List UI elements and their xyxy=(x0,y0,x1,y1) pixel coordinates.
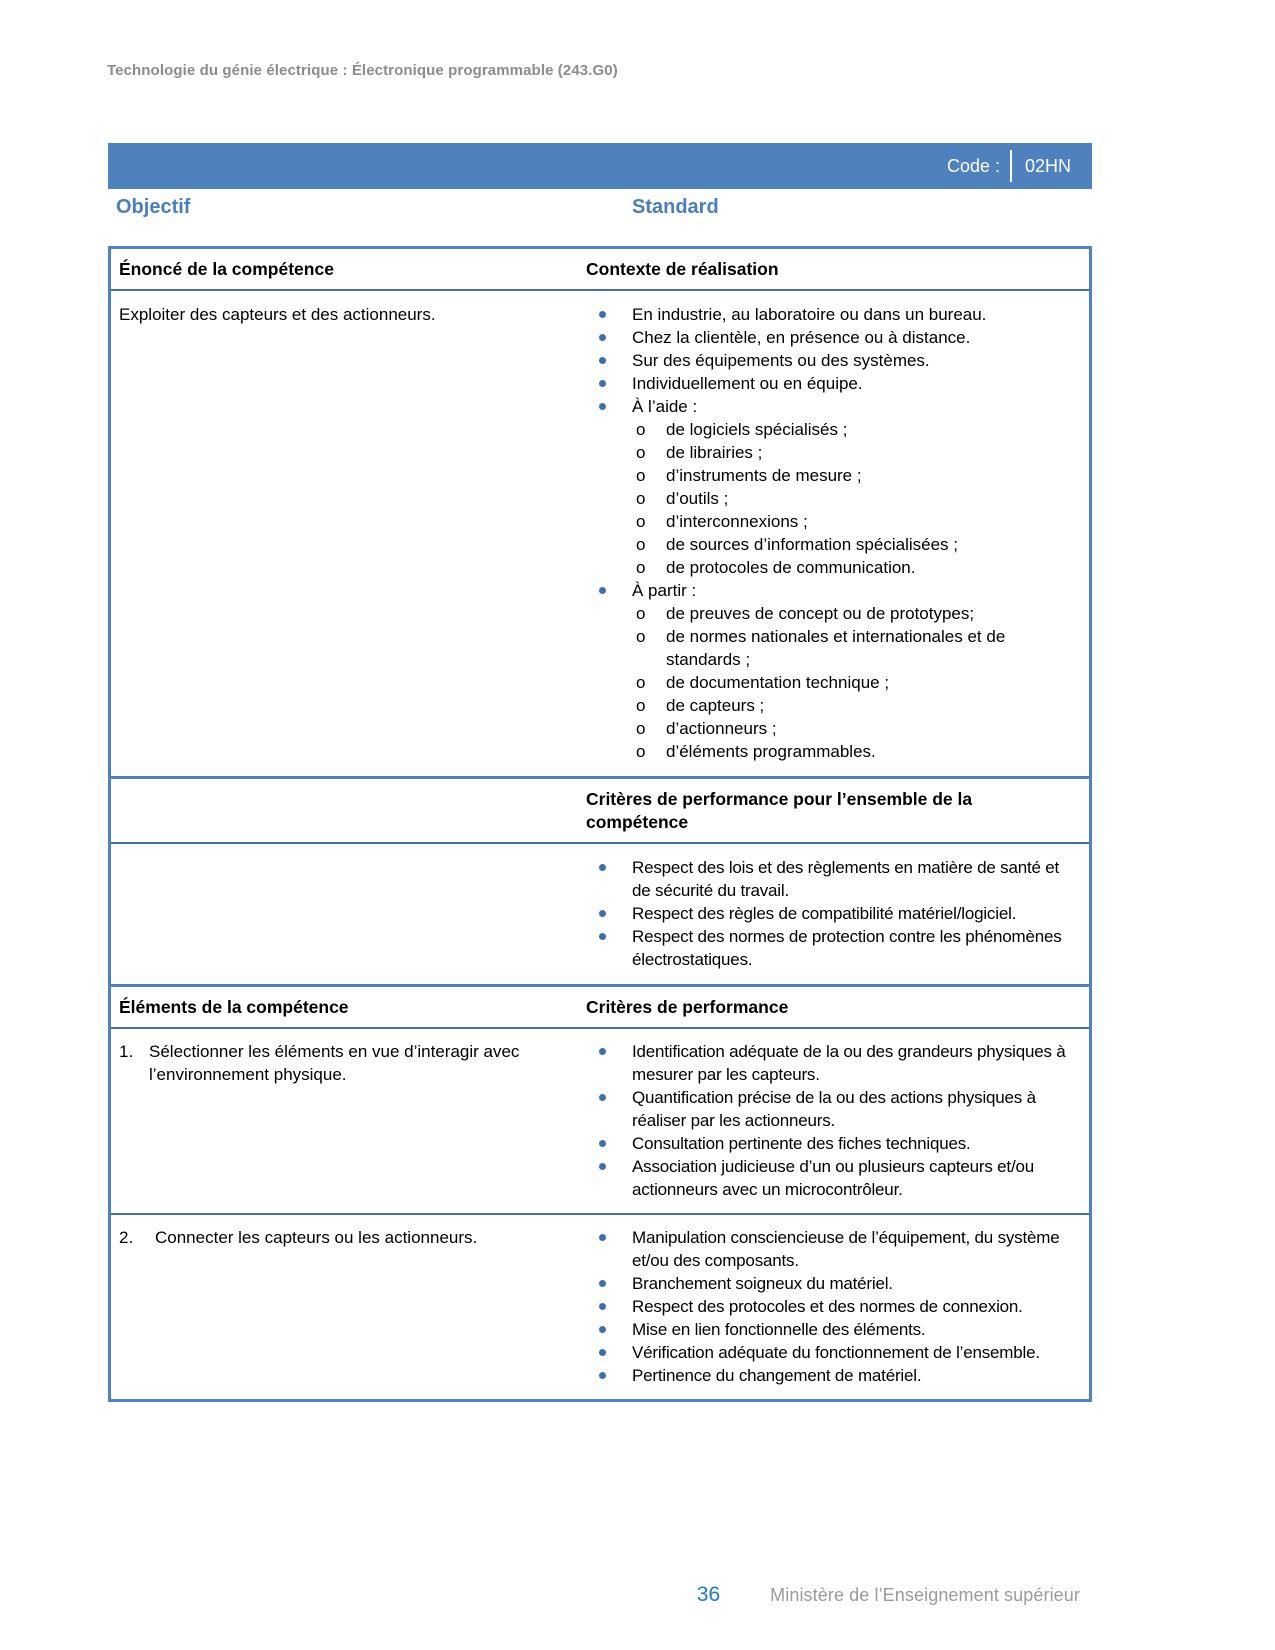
circle-marker: o xyxy=(636,466,646,485)
sub-bullet-text: de documentation technique ; xyxy=(666,673,890,692)
sub-bullet-text: d’instruments de mesure ; xyxy=(666,466,862,485)
circle-marker: o xyxy=(636,489,646,508)
bullet-icon xyxy=(586,1132,632,1155)
table1-body-row xyxy=(111,291,1089,777)
element-2-text: Connecter les capteurs ou les actionneurs. xyxy=(155,1228,478,1247)
bullet-icon xyxy=(586,1295,632,1318)
sub-bullet-text: d’actionneurs ; xyxy=(666,719,777,738)
circle-marker: o xyxy=(636,420,646,439)
table3-right-header: Critères de performance xyxy=(586,997,789,1017)
bullet-item xyxy=(586,1226,1083,1272)
circle-marker: o xyxy=(636,604,646,623)
sub-bullet-item xyxy=(586,602,1083,625)
section-headings xyxy=(108,196,1092,226)
sub-bullet-item xyxy=(586,464,1083,487)
sub-bullet-item xyxy=(586,717,1083,740)
sub-bullet-item xyxy=(586,556,1083,579)
sub-bullet-text: d’interconnexions ; xyxy=(666,512,808,531)
sub-bullet-text: de librairies ; xyxy=(666,443,763,462)
table3-row-2 xyxy=(111,1215,1089,1399)
circle-marker: o xyxy=(636,696,646,715)
bullet-item xyxy=(586,1364,1083,1387)
circle-marker: o xyxy=(636,535,646,554)
criteres-2-bullet-list xyxy=(586,1215,1089,1399)
table2-body-row xyxy=(111,844,1089,985)
bullet-item xyxy=(586,579,1083,602)
table3-row-1 xyxy=(111,1029,1089,1215)
bullet-item xyxy=(586,1341,1083,1364)
circle-marker: o xyxy=(636,742,646,761)
bullet-item xyxy=(586,1295,1083,1318)
table2-header-row xyxy=(111,779,1089,844)
bullet-icon xyxy=(586,349,632,372)
table2-right-header-text: Critères de performance pour l’ensemble de la compétence xyxy=(586,789,973,832)
sub-bullet-text: de normes nationales et internationales et de standards ; xyxy=(666,627,1006,669)
bullet-icon xyxy=(586,902,632,925)
sub-bullet-text: de capteurs ; xyxy=(666,696,765,715)
bullet-text: Respect des lois et des règlements en matière de santé et de sécurité du travail. xyxy=(632,858,1060,900)
running-header: Technologie du génie électrique : Électronique programmable (243.G0) xyxy=(107,62,618,79)
bullet-icon xyxy=(586,1155,632,1201)
sub-bullet-text: de protocoles de communication. xyxy=(666,558,916,577)
criteres-ensemble-bullet-list xyxy=(586,844,1089,985)
table1-left-header: Énoncé de la compétence xyxy=(119,259,334,279)
bullet-icon xyxy=(586,1318,632,1341)
sub-bullet-item xyxy=(586,441,1083,464)
table-enonce-contexte xyxy=(108,246,1092,780)
bullet-icon xyxy=(586,1086,632,1132)
sub-bullet-text: d’outils ; xyxy=(666,489,729,508)
circle-marker: o xyxy=(636,443,646,462)
page-footer xyxy=(108,1583,1092,1607)
bullet-item xyxy=(586,1318,1083,1341)
bullet-text: Manipulation consciencieuse de l’équipement, du système et/ou des composants. xyxy=(632,1228,1060,1270)
contexte-bullet-list xyxy=(586,291,1089,777)
standard-heading: Standard xyxy=(632,196,719,218)
sub-bullet-item xyxy=(586,418,1083,441)
bullet-text: À l’aide : xyxy=(632,397,698,416)
sub-bullet-item xyxy=(586,487,1083,510)
sub-bullet-item xyxy=(586,533,1083,556)
bullet-item xyxy=(586,395,1083,418)
bullet-icon xyxy=(586,925,632,971)
sub-bullet-text: d’éléments programmables. xyxy=(666,742,876,761)
table1-header-row xyxy=(111,249,1089,291)
bullet-item xyxy=(586,856,1083,902)
bullet-icon xyxy=(586,1341,632,1364)
bullet-icon xyxy=(586,856,632,902)
table2-right-header xyxy=(586,779,1089,842)
bullet-text: Chez la clientèle, en présence ou à distance. xyxy=(632,328,971,347)
bullet-text: Association judicieuse d’un ou plusieurs capteurs et/ou actionneurs avec un microcontrôleur. xyxy=(632,1157,1034,1199)
circle-marker: o xyxy=(636,719,646,738)
element-1-number: 1. xyxy=(119,1042,134,1061)
element-2-number: 2. xyxy=(119,1228,134,1247)
bullet-text: Respect des règles de compatibilité matériel/logiciel. xyxy=(632,904,1017,923)
bullet-icon xyxy=(586,372,632,395)
bullet-item xyxy=(586,372,1083,395)
bullet-icon xyxy=(586,303,632,326)
table-elements-criteres xyxy=(108,984,1092,1402)
table2-left-header-empty xyxy=(111,779,586,842)
bullet-text: Vérification adéquate du fonctionnement de l’ensemble. xyxy=(632,1343,1040,1362)
bullet-text: Mise en lien fonctionnelle des éléments. xyxy=(632,1320,926,1339)
sub-bullet-item xyxy=(586,625,1083,671)
element-2 xyxy=(119,1226,578,1249)
bullet-text: Respect des normes de protection contre les phénomènes électrostatiques. xyxy=(632,927,1062,969)
circle-marker: o xyxy=(636,512,646,531)
bullet-item xyxy=(586,1155,1083,1201)
bullet-text: Sur des équipements ou des systèmes. xyxy=(632,351,930,370)
table1-right-header: Contexte de réalisation xyxy=(586,259,779,279)
bullet-text: Branchement soigneux du matériel. xyxy=(632,1274,893,1293)
bullet-text: Individuellement ou en équipe. xyxy=(632,374,863,393)
bullet-item xyxy=(586,349,1083,372)
criteres-1-bullet-list xyxy=(586,1029,1089,1213)
bullet-item xyxy=(586,925,1083,971)
sub-bullet-item xyxy=(586,671,1083,694)
bullet-icon xyxy=(586,1226,632,1272)
bullet-text: À partir : xyxy=(632,581,697,600)
bullet-item xyxy=(586,902,1083,925)
table-criteres-ensemble xyxy=(108,776,1092,988)
table3-left-header: Éléments de la compétence xyxy=(119,997,349,1017)
circle-marker: o xyxy=(636,558,646,577)
code-banner xyxy=(108,143,1092,189)
page-number: 36 xyxy=(696,1583,721,1606)
bullet-text: Quantification précise de la ou des actions physiques à réaliser par les actionneurs. xyxy=(632,1088,1036,1130)
ministry-name: Ministère de l’Enseignement supérieur xyxy=(770,1585,1080,1605)
element-1-cell xyxy=(111,1029,586,1213)
bullet-icon xyxy=(586,579,632,602)
sub-bullet-item xyxy=(586,740,1083,763)
bullet-text: Respect des protocoles et des normes de connexion. xyxy=(632,1297,1023,1316)
element-1 xyxy=(119,1040,578,1086)
bullet-icon xyxy=(586,1272,632,1295)
bullet-item xyxy=(586,1086,1083,1132)
bullet-item xyxy=(586,1132,1083,1155)
bullet-item xyxy=(586,1272,1083,1295)
code-value: 02HN xyxy=(1024,155,1072,176)
bullet-icon xyxy=(586,395,632,418)
bullet-text: Identification adéquate de la ou des grandeurs physiques à mesurer par les capteurs. xyxy=(632,1042,1066,1084)
bullet-icon xyxy=(586,326,632,349)
bullet-text: Pertinence du changement de matériel. xyxy=(632,1366,922,1385)
bullet-icon xyxy=(586,1364,632,1387)
circle-marker: o xyxy=(636,627,646,646)
bullet-item xyxy=(586,326,1083,349)
sub-bullet-text: de preuves de concept ou de prototypes; xyxy=(666,604,975,623)
sub-bullet-text: de logiciels spécialisés ; xyxy=(666,420,848,439)
bullet-icon xyxy=(586,1040,632,1086)
bullet-item xyxy=(586,303,1083,326)
objectif-heading: Objectif xyxy=(116,196,191,218)
sub-bullet-item xyxy=(586,694,1083,717)
table2-left-body-empty xyxy=(111,844,586,985)
table3-header-row xyxy=(111,987,1089,1029)
bullet-text: En industrie, au laboratoire ou dans un bureau. xyxy=(632,305,987,324)
element-2-cell xyxy=(111,1215,586,1399)
sub-bullet-item xyxy=(586,510,1083,533)
element-1-text: Sélectionner les éléments en vue d’interagir avec l’environnement physique. xyxy=(149,1042,520,1084)
bullet-item xyxy=(586,1040,1083,1086)
circle-marker: o xyxy=(636,673,646,692)
code-label: Code : xyxy=(946,155,1000,176)
competence-statement: Exploiter des capteurs et des actionneurs. xyxy=(119,305,436,324)
sub-bullet-text: de sources d’information spécialisées ; xyxy=(666,535,958,554)
bullet-text: Consultation pertinente des fiches techniques. xyxy=(632,1134,971,1153)
